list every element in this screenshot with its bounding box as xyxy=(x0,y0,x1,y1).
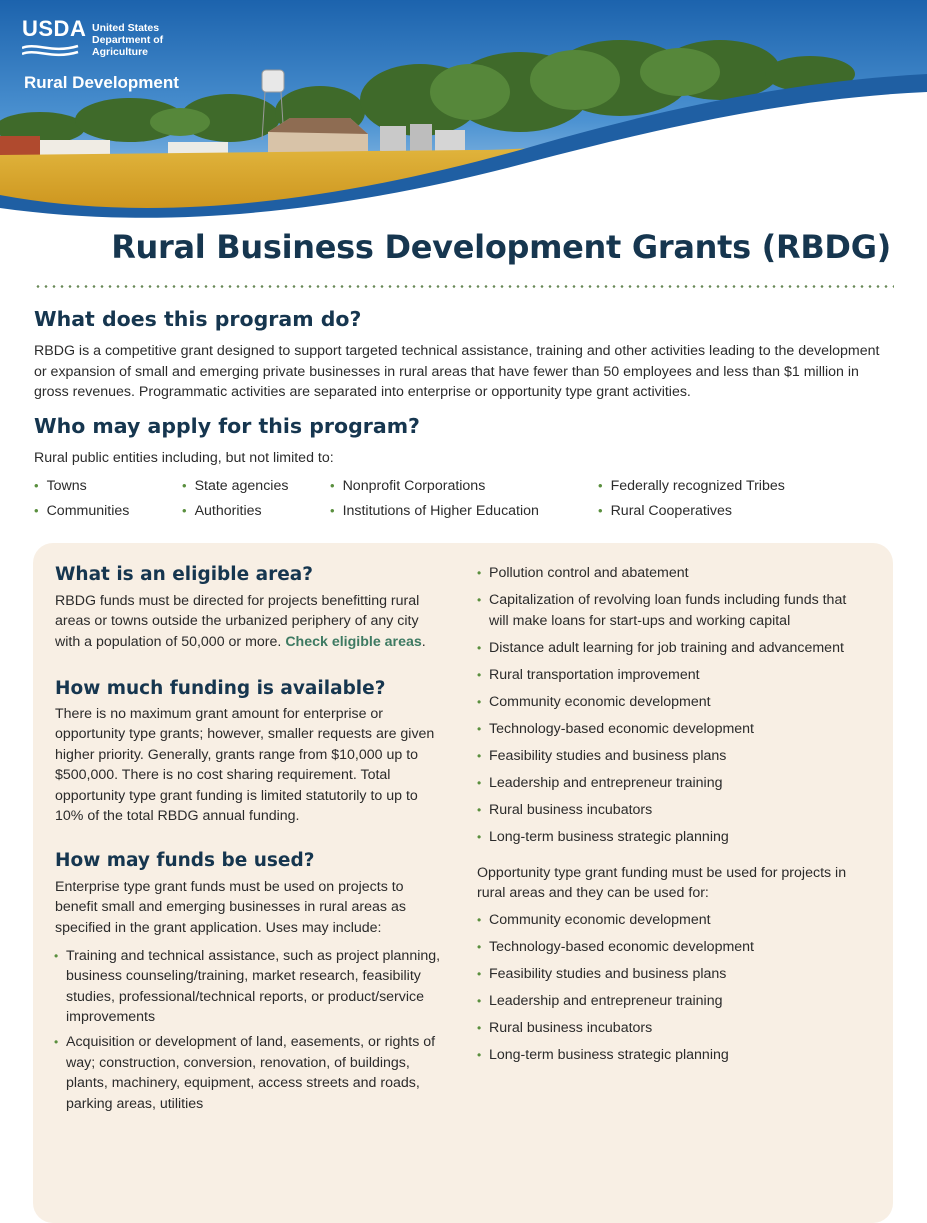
applicant-column xyxy=(598,474,785,523)
list-item: • Distance adult learning for job training and advancement xyxy=(477,638,867,658)
list-item: • Nonprofit Corporations xyxy=(330,478,486,494)
list-item: • Rural Cooperatives xyxy=(598,502,733,519)
dept-line: Department of xyxy=(92,34,164,46)
funding-body: There is no maximum grant amount for enterprise or opportunity type grants; however, smaller requests are given higher priority. Generally, grants range from $10,000 up to $500,000. There is no cost sharing requirement. Total opportunity type grant funding is limited statutorily to up to 10% of the total RBDG annual funding. xyxy=(55,706,435,825)
usda-hills-icon xyxy=(22,42,80,60)
list-item: • Technology-based economic development xyxy=(477,719,867,739)
page-title: Rural Business Development Grants (RBDG) xyxy=(111,228,891,266)
list-item: • Federally recognized Tribes xyxy=(598,478,785,494)
list-item: • Leadership and entrepreneur training xyxy=(477,991,867,1011)
opportunity-intro: Opportunity type grant funding must be used for projects in rural areas and they can be used for: xyxy=(477,865,847,902)
applicant-column xyxy=(182,474,288,523)
list-item: • Pollution control and abatement xyxy=(477,563,867,583)
eligible-body xyxy=(55,591,445,652)
uses-intro: Enterprise type grant funds must be used on projects to benefit small and emerging businesses in rural areas as specified in the grant application. Uses may include: xyxy=(55,879,406,936)
enterprise-uses-list xyxy=(477,563,867,854)
agency-name: Rural Development xyxy=(24,73,179,92)
applicant-column xyxy=(34,474,129,523)
list-item: • Training and technical assistance, such as project planning, business counseling/training, market research, feasibility studies, professional/technical reports, or product/service improvements xyxy=(54,946,442,1028)
header-banner xyxy=(0,0,927,222)
list-item: • Technology-based economic development xyxy=(477,937,867,957)
list-item: • Rural business incubators xyxy=(477,1018,867,1038)
usda-logo xyxy=(22,18,182,60)
eligible-period: . xyxy=(421,633,426,650)
usda-wordmark: USDA xyxy=(22,16,87,41)
list-item: • State agencies xyxy=(182,478,289,494)
opportunity-uses-list xyxy=(477,910,867,1073)
list-item: • Acquisition or development of land, easements, or rights of way; construction, conversion, renovation, of buildings, plants, machinery, equipment, access streets and roads, parking areas, utilities xyxy=(54,1032,442,1114)
list-item: • Long-term business strategic planning xyxy=(477,827,867,847)
applicant-column xyxy=(330,474,539,523)
apply-intro: Rural public entities including, but not limited to: xyxy=(34,450,334,466)
list-item: • Capitalization of revolving loan funds including funds that will make loans for start-ups and working capital xyxy=(477,590,867,631)
list-item: • Long-term business strategic planning xyxy=(477,1045,867,1065)
uses-heading: How may funds be used? xyxy=(55,850,315,871)
list-item: • Leadership and entrepreneur training xyxy=(477,773,867,793)
list-item: • Institutions of Higher Education xyxy=(330,502,539,519)
list-item: • Communities xyxy=(34,502,130,519)
list-item: • Authorities xyxy=(182,502,262,519)
eligible-heading: What is an eligible area? xyxy=(55,564,313,585)
check-eligible-areas-link[interactable]: Check eligible areas xyxy=(285,633,422,650)
usda-logo-mark xyxy=(22,16,87,60)
list-item: • Feasibility studies and business plans xyxy=(477,964,867,984)
funding-heading: How much funding is available? xyxy=(55,678,386,699)
department-name xyxy=(92,22,182,58)
list-item: • Rural transportation improvement xyxy=(477,665,867,685)
uses-list xyxy=(54,946,442,1119)
dept-line: Agriculture xyxy=(92,46,149,58)
list-item: • Community economic development xyxy=(477,910,867,930)
eligible-text: RBDG funds must be directed for projects benefitting rural areas or towns outside the urbanized periphery of any city with a population of 50,000 or more. xyxy=(55,593,420,650)
section-heading-apply: Who may apply for this program? xyxy=(34,414,420,438)
section-body-program: RBDG is a competitive grant designed to support targeted technical assistance, training and other activities leading to the development or expansion of small and emerging private businesses in rural areas that have fewer than 50 employees and less than $1 million in gross revenues. Programmatic activities are separated into enterprise or opportunity type grant activities. xyxy=(34,343,880,400)
dept-line: United States xyxy=(92,22,160,34)
section-heading-program: What does this program do? xyxy=(34,307,362,331)
list-item: • Rural business incubators xyxy=(477,800,867,820)
list-item: • Towns xyxy=(34,478,87,494)
list-item: • Feasibility studies and business plans xyxy=(477,746,867,766)
dotted-divider xyxy=(34,285,894,288)
list-item: • Community economic development xyxy=(477,692,867,712)
